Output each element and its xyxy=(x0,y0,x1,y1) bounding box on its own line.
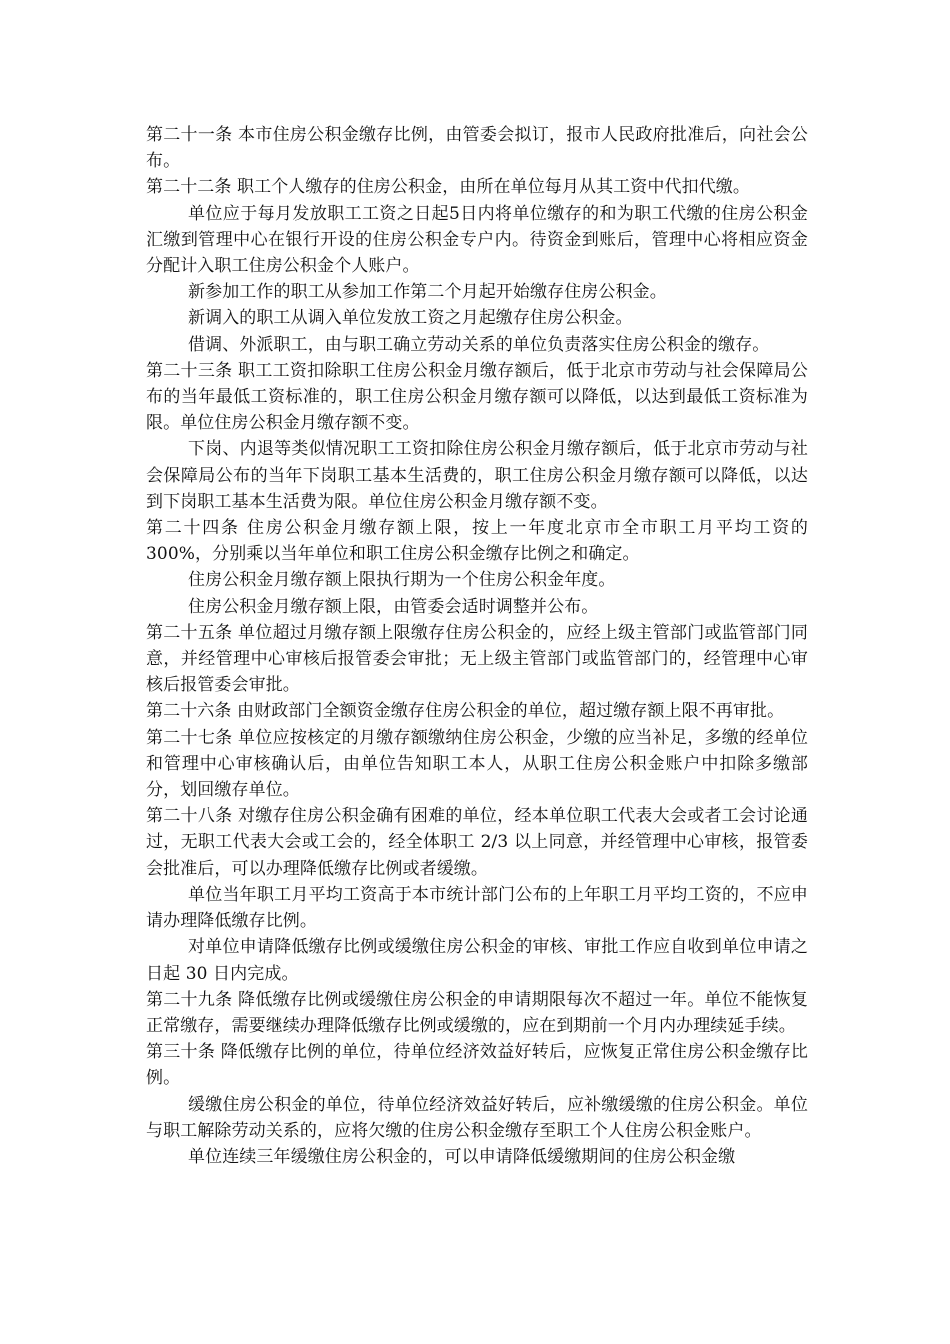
article-28-paragraph: 单位当年职工月平均工资高于本市统计部门公布的上年职工月平均工资的，不应申请办理降低缴存比例。 xyxy=(146,884,808,932)
article-23: 第二十三条 职工工资扣除职工住房公积金月缴存额后，低于北京市劳动与社会保障局公布的当年最低工资标准的，职工住房公积金月缴存额可以降低，以达到最低工资标准为限。单位住房公积金月缴存额不变。 xyxy=(146,360,808,434)
article-22-paragraph: 新调入的职工从调入单位发放工资之月起缴存住房公积金。 xyxy=(188,308,633,329)
article-26: 第二十六条 由财政部门全额资金缴存住房公积金的单位，超过缴存额上限不再审批。 xyxy=(146,701,785,722)
article-28-paragraph: 对单位申请降低缴存比例或缓缴住房公积金的审核、审批工作应自收到单位申请之日起 30 日内完成。 xyxy=(146,937,808,984)
article-22-paragraph: 单位应于每月发放职工工资之日起5日内将单位缴存的和为职工代缴的住房公积金汇缴到管理中心在银行开设的住房公积金专户内。待资金到账后，管理中心将相应资金分配计入职工住房公积金个人账户。 xyxy=(146,203,808,277)
article-27: 第二十七条 单位应按核定的月缴存额缴纳住房公积金，少缴的应当补足，多缴的经单位和管理中心审核确认后，由单位告知职工本人，从职工住房公积金账户中扣除多缴部分，划回缴存单位。 xyxy=(146,727,808,801)
article-24-paragraph: 住房公积金月缴存额上限，由管委会适时调整并公布。 xyxy=(188,596,599,617)
article-28: 第二十八条 对缴存住房公积金确有困难的单位，经本单位职工代表大会或者工会讨论通过，无职工代表大会或工会的，经全体职工 2/3 以上同意，并经管理中心审核，报管委会批准后，可以办理降低缴存比例或者缓缴。 xyxy=(146,806,808,879)
article-23-paragraph: 下岗、内退等类似情况职工工资扣除住房公积金月缴存额后，低于北京市劳动与社会保障局公布的当年下岗职工基本生活费的，职工住房公积金月缴存额可以降低，以达到下岗职工基本生活费为限。单位住房公积金月缴存额不变。 xyxy=(146,439,808,512)
article-22-paragraph: 借调、外派职工，由与职工确立劳动关系的单位负责落实住房公积金的缴存。 xyxy=(188,334,770,355)
article-29: 第二十九条 降低缴存比例或缓缴住房公积金的申请期限每次不超过一年。单位不能恢复正常缴存，需要继续办理降低缴存比例或缓缴的，应在到期前一个月内办理续延手续。 xyxy=(146,989,808,1036)
article-24: 第二十四条 住房公积金月缴存额上限，按上一年度北京市全市职工月平均工资的300%，分别乘以当年单位和职工住房公积金缴存比例之和确定。 xyxy=(146,518,808,565)
article-24-paragraph: 住房公积金月缴存额上限执行期为一个住房公积金年度。 xyxy=(188,570,616,591)
article-30-paragraph: 单位连续三年缓缴住房公积金的，可以申请降低缓缴期间的住房公积金缴 xyxy=(188,1146,736,1167)
document-body xyxy=(146,122,808,1170)
article-22: 第二十二条 职工个人缴存的住房公积金，由所在单位每月从其工资中代扣代缴。 xyxy=(146,177,751,198)
article-30-paragraph: 缓缴住房公积金的单位，待单位经济效益好转后，应补缴缓缴的住房公积金。单位与职工解除劳动关系的，应将欠缴的住房公积金缴存至职工个人住房公积金账户。 xyxy=(146,1094,808,1141)
article-22-paragraph: 新参加工作的职工从参加工作第二个月起开始缴存住房公积金。 xyxy=(188,282,667,303)
article-25: 第二十五条 单位超过月缴存额上限缴存住房公积金的，应经上级主管部门或监管部门同意，并经管理中心审核后报管委会审批；无上级主管部门或监管部门的，经管理中心审核后报管委会审批。 xyxy=(146,622,808,696)
article-21: 第二十一条 本市住房公积金缴存比例，由管委会拟订，报市人民政府批准后，向社会公布。 xyxy=(146,125,808,172)
article-30: 第三十条 降低缴存比例的单位，待单位经济效益好转后，应恢复正常住房公积金缴存比例。 xyxy=(146,1042,808,1089)
